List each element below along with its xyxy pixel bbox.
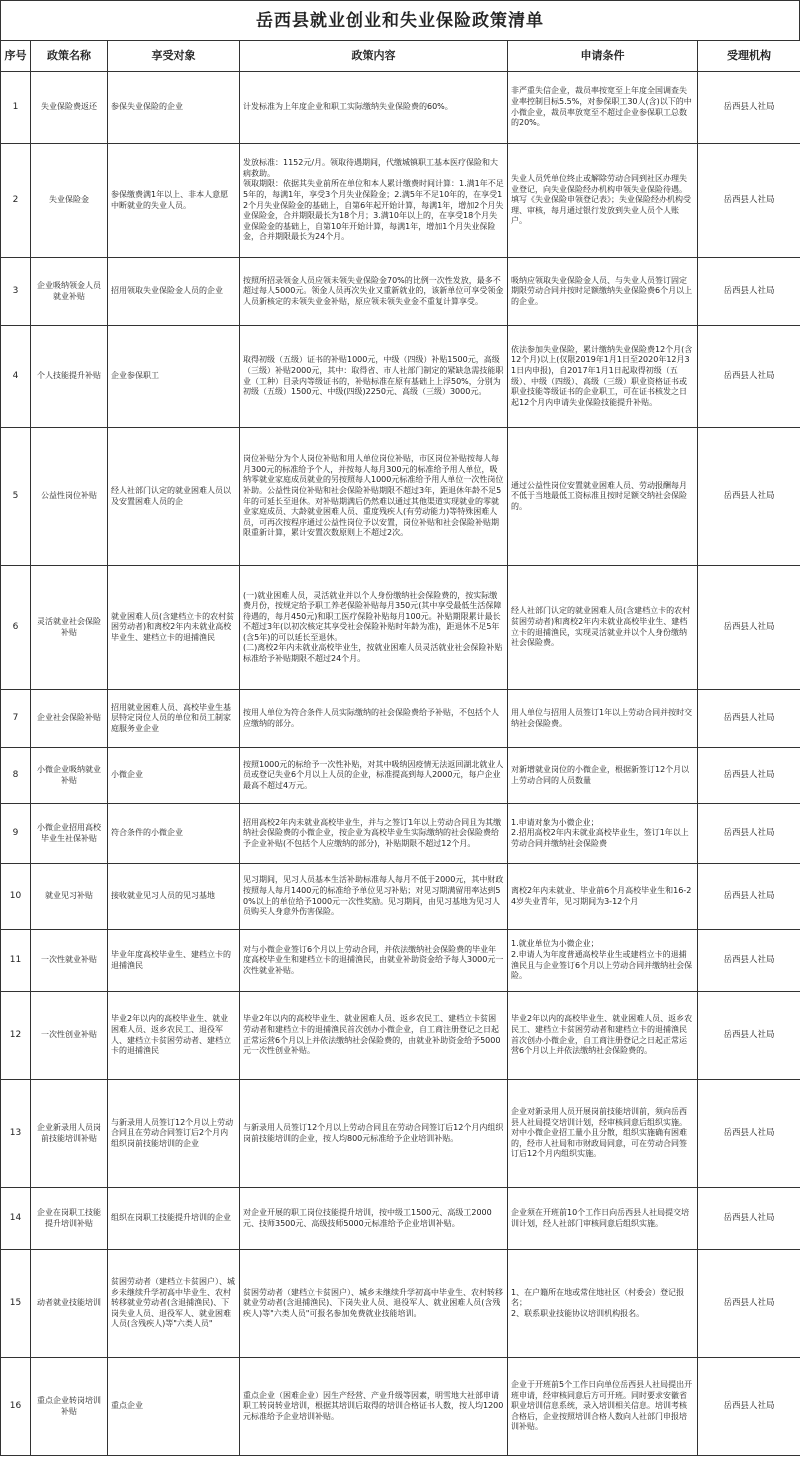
row-seq: 3 (1, 258, 31, 326)
row-policy-name: 企业新录用人员岗前技能培训补贴 (31, 1080, 108, 1188)
row-content: 取得初级（五级）证书的补贴1000元，中级（四级）补贴1500元，高级（三级）补贴2000元，其中：取得省、市人社部门制定的紧缺急需技能职业（工种）目录内等级证书的，补贴标准在原有基础上上浮50%，分别为初级（五级）1500元、中级(四级)2250元、高级（三级）3000元。 (240, 326, 508, 428)
table-row (1, 428, 800, 566)
row-target: 毕业年度高校毕业生、建档立卡的退捕渔民 (108, 930, 240, 992)
row-content: 计发标准为上年度企业和职工实际缴纳失业保险费的60%。 (240, 72, 508, 144)
row-org: 岳西县人社局 (698, 144, 800, 258)
header-org: 受理机构 (698, 41, 800, 72)
row-org: 岳西县人社局 (698, 1188, 800, 1250)
row-content: 岗位补贴分为个人岗位补贴和用人单位岗位补贴，市区岗位补贴按每人每月300元的标准给予个人，并按每人每月300元的标准给予用人单位，吸纳零就业家庭成员就业的另按照每人1000元标准给予用人单位一次性岗位补助。公益性岗位补贴和社会保险补贴期限不超过3年，距退休年龄不足5年的可延长至退休。对补贴期满后仍然难以通过其他渠道实现就业的零就业家庭成员、大龄就业困难人员、重度残疾人(有劳动能力)等特殊困难人员，可再次按程序通过公益性岗位予以安置，岗位补贴和社会保险补贴期限重新计算，累计安置次数原则上不超过2次。 (240, 428, 508, 566)
table-row (1, 1250, 800, 1358)
row-target: 小微企业 (108, 748, 240, 804)
table-row (1, 690, 800, 748)
row-target: 组织在岗职工技能提升培训的企业 (108, 1188, 240, 1250)
header-condition: 申请条件 (508, 41, 698, 72)
table-row (1, 1358, 800, 1456)
row-target: 毕业2年以内的高校毕业生、就业困难人员、返乡农民工、退役军人、建档立卡贫困劳动者、建档立卡的退捕渔民 (108, 992, 240, 1080)
table-row (1, 930, 800, 992)
row-policy-name: 小微企业吸纳就业补贴 (31, 748, 108, 804)
row-policy-name: 失业保险费返还 (31, 72, 108, 144)
row-content: 毕业2年以内的高校毕业生、就业困难人员、返乡农民工、建档立卡贫困劳动者和建档立卡的退捕渔民首次创办小微企业，自工商注册登记之日起正常运营6个月以上并依法缴纳社会保险费的，由就业补助资金给予5000元一次性创业补贴。 (240, 992, 508, 1080)
row-content: 重点企业（困难企业）因生产经营、产业升级等因素，明雪地大社部申请职工转岗转业培训，根据其培训后取得的培训合格证书人数，按人均1200元标准给予企业培训补贴。 (240, 1358, 508, 1456)
row-seq: 6 (1, 566, 31, 690)
row-condition: 1.申请对象为小微企业； 2.招用高校2年内未就业高校毕业生，签订1年以上劳动合同并缴纳社会保险费 (508, 804, 698, 864)
row-content: 对企业开展的职工岗位技能提升培训，按中级工1500元、高级工2000元、技师3500元、高级技师5000元标准给予企业培训补贴。 (240, 1188, 508, 1250)
row-condition: 离校2年内未就业、毕业前6个月高校毕业生和16-24岁失业青年，见习期间为3-12个月 (508, 864, 698, 930)
row-target: 符合条件的小微企业 (108, 804, 240, 864)
row-condition: 通过公益性岗位安置就业困难人员、劳动报酬每月不低于当地最低工资标准且按时足额交纳社会保险的。 (508, 428, 698, 566)
row-org: 岳西县人社局 (698, 930, 800, 992)
row-target: 经人社部门认定的就业困难人员以及安置困难人员的企 (108, 428, 240, 566)
row-condition: 用人单位与招用人员签订1年以上劳动合同并按时交纳社会保险费。 (508, 690, 698, 748)
row-target: 参保失业保险的企业 (108, 72, 240, 144)
header-content: 政策内容 (240, 41, 508, 72)
row-org: 岳西县人社局 (698, 1358, 800, 1456)
row-content: (一)就业困难人员，灵活就业并以个人身份缴纳社会保险费的，按实际缴费月份，按规定给予职工养老保险补贴每月350元(其中享受最低生活保障待遇的，每月450元)和职工医疗保险补贴每月100元。补贴期限累计最长不超过3年(以初次核定其享受社会保险补贴时年龄为准)，距退休不足5年(含5年)的可以延长至退休。 (二)离校2年内未就业高校毕业生，按就业困难人员灵活就业社会保险补贴标准给予补贴期限不超过24个月。 (240, 566, 508, 690)
row-seq: 1 (1, 72, 31, 144)
row-condition: 非严重失信企业，裁员率按宽至上年度全国调查失业率控制目标5.5%，对参保职工30人(含)以下的中小微企业，裁员率放宽至不超过企业参保职工总数的20%。 (508, 72, 698, 144)
row-target: 参保缴费满1年以上、非本人意愿中断就业的失业人员。 (108, 144, 240, 258)
row-content: 对与小微企业签订6个月以上劳动合同，并依法缴纳社会保险费的毕业年度高校毕业生和建档立卡的退捕渔民，由就业补助资金给予每人3000元一次性就业补贴。 (240, 930, 508, 992)
row-policy-name: 灵活就业社会保险补贴 (31, 566, 108, 690)
row-org: 岳西县人社局 (698, 258, 800, 326)
row-condition: 对新增就业岗位的小微企业，根据新签订12个月以上劳动合同的人员数量 (508, 748, 698, 804)
row-org: 岳西县人社局 (698, 326, 800, 428)
row-target: 企业参保职工 (108, 326, 240, 428)
row-org: 岳西县人社局 (698, 1080, 800, 1188)
row-policy-name: 公益性岗位补贴 (31, 428, 108, 566)
row-seq: 15 (1, 1250, 31, 1358)
table-header-row (1, 41, 800, 72)
row-seq: 13 (1, 1080, 31, 1188)
row-content: 按照1000元的标给予一次性补贴，对其中吸纳因疫情无法返回湖北就业人员或登记失业6个月以上人员的企业，标准提高到每人2000元，每户企业最高不超过4万元。 (240, 748, 508, 804)
row-content: 按照所招录领金人员应领未领失业保险金70%的比例一次性发放，最多不超过每人5000元。领金人员再次失业又重新就业的，该新单位可享受领金人员新核定的未领失业金补贴，原应领未领失业金不重复计算享受。 (240, 258, 508, 326)
row-seq: 10 (1, 864, 31, 930)
table-row (1, 864, 800, 930)
row-policy-name: 企业吸纳领金人员就业补贴 (31, 258, 108, 326)
row-policy-name: 动者就业技能培训 (31, 1250, 108, 1358)
row-content: 招用高校2年内未就业高校毕业生，并与之签订1年以上劳动合同且为其缴纳社会保险费的小微企业，按企业为高校毕业生实际缴纳的社会保险费给予企业补贴(不包括个人应缴纳的部分)，补贴期限不超过12个月。 (240, 804, 508, 864)
header-seq: 序号 (1, 41, 31, 72)
row-seq: 11 (1, 930, 31, 992)
page-title: 岳西县就业创业和失业保险政策清单 (0, 0, 800, 40)
table-row (1, 566, 800, 690)
row-target: 招用就业困难人员、高校毕业生基层特定岗位人员的单位和员工制家庭服务业企业 (108, 690, 240, 748)
row-org: 岳西县人社局 (698, 72, 800, 144)
row-target: 招用领取失业保险金人员的企业 (108, 258, 240, 326)
row-policy-name: 就业见习补贴 (31, 864, 108, 930)
header-target: 享受对象 (108, 41, 240, 72)
row-content: 与新录用人员签订12个月以上劳动合同且在劳动合同签订后12个月内组织岗前技能培训的企业，按人均800元标准给予企业培训补贴。 (240, 1080, 508, 1188)
row-seq: 5 (1, 428, 31, 566)
row-org: 岳西县人社局 (698, 1250, 800, 1358)
row-seq: 14 (1, 1188, 31, 1250)
table-row (1, 992, 800, 1080)
row-policy-name: 企业社会保险补贴 (31, 690, 108, 748)
row-seq: 4 (1, 326, 31, 428)
row-condition: 经人社部门认定的就业困难人员(含建档立卡的农村贫困劳动者)和离校2年内未就业高校毕业生、建档立卡的退捕渔民，实现灵活就业并以个人身份缴纳社会保险费。 (508, 566, 698, 690)
row-target: 与新录用人员签订12个月以上劳动合同且在劳动合同签订后2个月内组织岗前技能培训的企业 (108, 1080, 240, 1188)
row-org: 岳西县人社局 (698, 428, 800, 566)
header-policy-name: 政策名称 (31, 41, 108, 72)
row-policy-name: 一次性创业补贴 (31, 992, 108, 1080)
table-row (1, 72, 800, 144)
row-policy-name: 企业在岗职工技能提升培训补贴 (31, 1188, 108, 1250)
row-condition: 毕业2年以内的高校毕业生、就业困难人员、返乡农民工、建档立卡贫困劳动者和建档立卡的退捕渔民首次创办小微企业，自工商注册登记之日起正常运营6个月以上并依法缴纳社会保险费的。 (508, 992, 698, 1080)
table-row (1, 258, 800, 326)
table-row (1, 804, 800, 864)
row-org: 岳西县人社局 (698, 690, 800, 748)
table-row (1, 326, 800, 428)
row-org: 岳西县人社局 (698, 804, 800, 864)
table-row (1, 1188, 800, 1250)
table-row (1, 748, 800, 804)
row-content: 见习期间，见习人员基本生活补助标准每人每月不低于2000元，其中财政按照每人每月1400元的标准给予单位见习补贴；对见习期满留用率达到50%以上的单位给予1000元一次性奖励。见习期间，由见习基地为见习人员购买人身意外伤害保险。 (240, 864, 508, 930)
row-condition: 企业须在开班前10个工作日向岳西县人社局提交培训计划，经人社部门审核同意后组织实施。 (508, 1188, 698, 1250)
table-row (1, 1080, 800, 1188)
row-target: 接收就业见习人员的见习基地 (108, 864, 240, 930)
row-content: 发放标准：1152元/月。领取待遇期间，代缴城镇职工基本医疗保险和大病救助。 领取期限：依据其失业前所在单位和本人累计缴费时间计算：1.满1年不足5年的，每满1年，享受3个月失业保险金；2.满5年不足10年的，在享受12个月失业保险金的基础上，自第6年起开始计算，每满1年，增加2个月失业保险金，合并期限最长为18个月；3.满10年以上的，在享受18个月失业保险金的基础上，自第10年开始计算，每满1年，增加1个月失业保险金，合并期限最长为24个月。 (240, 144, 508, 258)
table-row (1, 144, 800, 258)
row-seq: 2 (1, 144, 31, 258)
row-policy-name: 个人技能提升补贴 (31, 326, 108, 428)
policy-table (0, 40, 800, 1456)
row-target: 贫困劳动者（建档立卡贫困户）、城乡未继续升学初高中毕业生、农村转移就业劳动者(含退捕渔民)、下岗失业人员、退役军人、就业困难人员(含残疾人)等"六类人员" (108, 1250, 240, 1358)
row-org: 岳西县人社局 (698, 566, 800, 690)
row-target: 重点企业 (108, 1358, 240, 1456)
row-condition: 吸纳应领取失业保险金人员、与失业人员签订固定期限劳动合同并按时足额缴纳失业保险费6个月以上的企业。 (508, 258, 698, 326)
row-target: 就业困难人员(含建档立卡的农村贫困劳动者)和离校2年内未就业高校毕业生、建档立卡的退捕渔民 (108, 566, 240, 690)
row-org: 岳西县人社局 (698, 864, 800, 930)
row-org: 岳西县人社局 (698, 992, 800, 1080)
row-condition: 失业人员凭单位终止或解除劳动合同到社区办理失业登记，向失业保险经办机构申领失业保险待遇。填写《失业保险申领登记表》；失业保险经办机构受理、审核，每月通过银行发放到失业人员个人账户。 (508, 144, 698, 258)
row-content: 贫困劳动者（建档立卡贫困户）、城乡未继续升学初高中毕业生、农村转移就业劳动者(含退捕渔民)、下岗失业人员、退役军人、就业困难人员(含残疾人)等"六类人员"可报名参加免费就业技能培训。 (240, 1250, 508, 1358)
row-seq: 9 (1, 804, 31, 864)
row-org: 岳西县人社局 (698, 748, 800, 804)
row-policy-name: 重点企业转岗培训补贴 (31, 1358, 108, 1456)
row-condition: 1、在户籍所在地或常住地社区（村委会）登记报名； 2、联系职业技能协议培训机构报名。 (508, 1250, 698, 1358)
row-seq: 8 (1, 748, 31, 804)
row-seq: 7 (1, 690, 31, 748)
row-policy-name: 一次性就业补贴 (31, 930, 108, 992)
row-seq: 16 (1, 1358, 31, 1456)
row-seq: 12 (1, 992, 31, 1080)
row-content: 按用人单位为符合条件人员实际缴纳的社会保险费给予补贴，不包括个人应缴纳的部分。 (240, 690, 508, 748)
row-condition: 企业对新录用人员开展岗前技能培训前，须向岳西县人社局提交培训计划，经审核同意后组织实施。对中小微企业招工量小且分散，组织实施确有困难的，经市人社局和市财政局同意，可在劳动合同签订后12个月内组织实施。 (508, 1080, 698, 1188)
row-policy-name: 小微企业招用高校毕业生社保补贴 (31, 804, 108, 864)
row-condition: 依法参加失业保险，累计缴纳失业保险费12个月(含12个月)以上(仅限2019年1月1日至2020年12月31日内申报)，自2017年1月1日起取得初级（五级）、中级（四级）、高级（三级）职业资格证书或职业技能等级证书的企业职工，可在证书核发之日起12个月内申请失业保险技能提升补贴。 (508, 326, 698, 428)
row-condition: 企业于开班前5个工作日向单位岳西县人社局提出开班申请，经审核同意后方可开班。同时要求安徽省职业培训信息系统，录入培训相关信息。培训考核合格后，企业按照培训合格人数向人社部门申报培训补贴。 (508, 1358, 698, 1456)
row-condition: 1.就业单位为小微企业； 2.申请人为年度普通高校毕业生或建档立卡的退捕渔民且与企业签订6个月以上劳动合同并缴纳社会保险。 (508, 930, 698, 992)
row-policy-name: 失业保险金 (31, 144, 108, 258)
